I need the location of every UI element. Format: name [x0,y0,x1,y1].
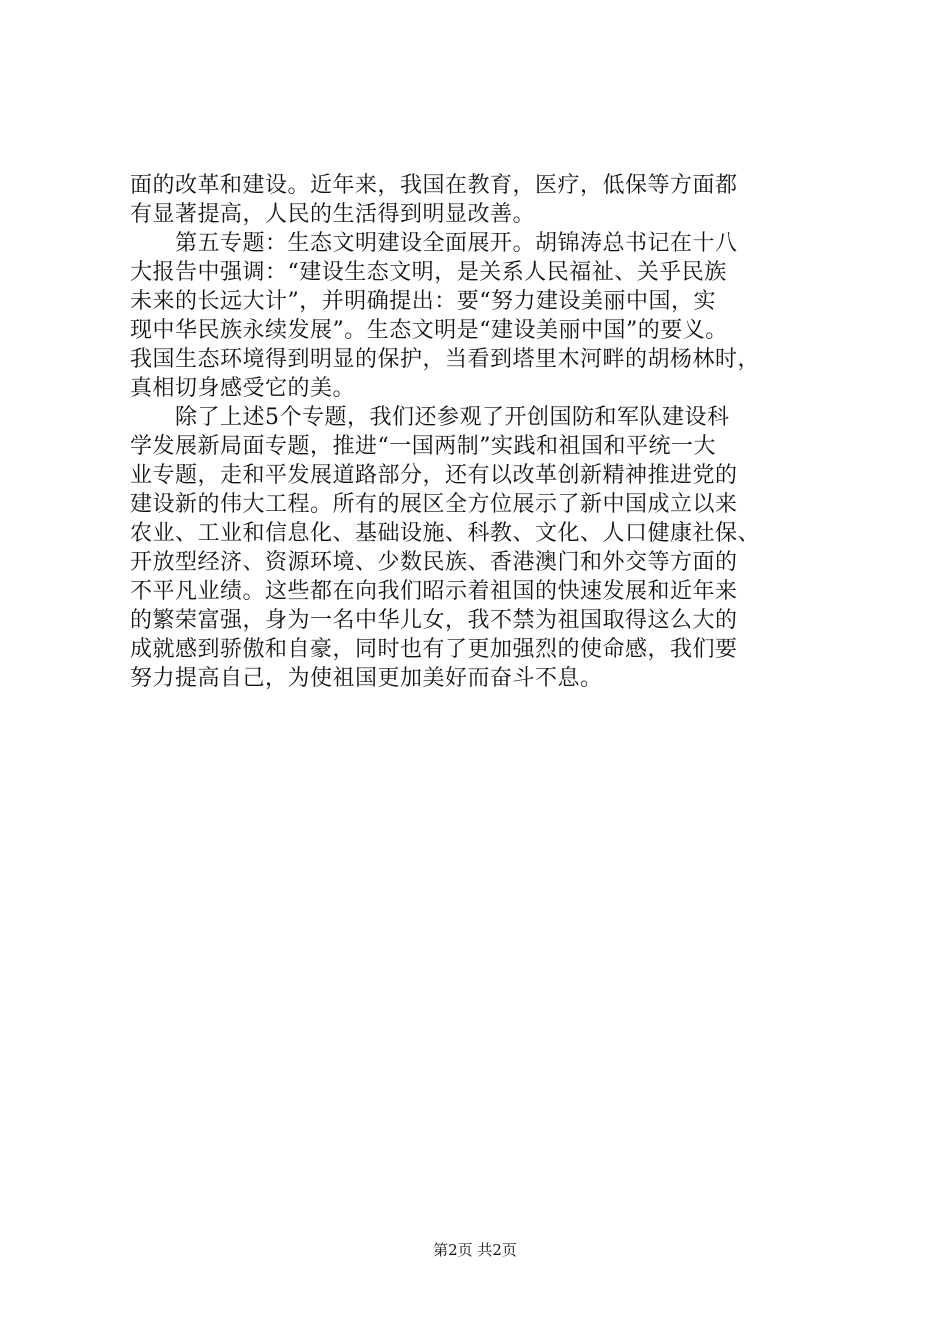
text-line: 农业、工业和信息化、基础设施、科教、文化、人口健康社保、 [130,521,761,546]
text-line: 我国生态环境得到明显的保护，当看到塔里木河畔的胡杨林时， [130,347,761,372]
text-line: 成就感到骄傲和自豪，同时也有了更加强烈的使命感，我们要 [130,637,738,662]
text-line: 现中华民族永续发展”。生态文明是“建设美丽中国”的要义。 [130,318,728,343]
text-line: 开放型经济、资源环境、少数民族、香港澳门和外交等方面的 [130,550,738,575]
text-line: 第五专题：生态文明建设全面展开。胡锦涛总书记在十八 [130,231,738,256]
text-line: 大报告中强调：“建设生态文明，是关系人民福祉、关乎民族 [130,260,727,285]
text-line: 除了上述5个专题，我们还参观了开创国防和军队建设科 [130,405,730,430]
text-line: 真相切身感受它的美。 [130,376,356,401]
text-line: 努力提高自己，为使祖国更加美好而奋斗不息。 [130,666,603,691]
text-line: 不平凡业绩。这些都在向我们昭示着祖国的快速发展和近年来 [130,579,738,604]
text-line: 面的改革和建设。近年来，我国在教育，医疗，低保等方面都 [130,173,738,198]
text-line: 学发展新局面专题，推进“一国两制”实践和祖国和平统一大 [130,434,716,459]
text-line: 未来的长远大计”，并明确提出：要“努力建设美丽中国，实 [130,289,716,314]
text-line: 业专题，走和平发展道路部分，还有以改革创新精神推进党的 [130,463,738,488]
page-footer: 第2页 共2页 [433,1241,517,1259]
body-text [130,171,830,693]
text-line: 建设新的伟大工程。所有的展区全方位展示了新中国成立以来 [130,492,738,517]
text-line: 有显著提高，人民的生活得到明显改善。 [130,202,536,227]
text-line: 的繁荣富强，身为一名中华儿女，我不禁为祖国取得这么大的 [130,608,738,633]
